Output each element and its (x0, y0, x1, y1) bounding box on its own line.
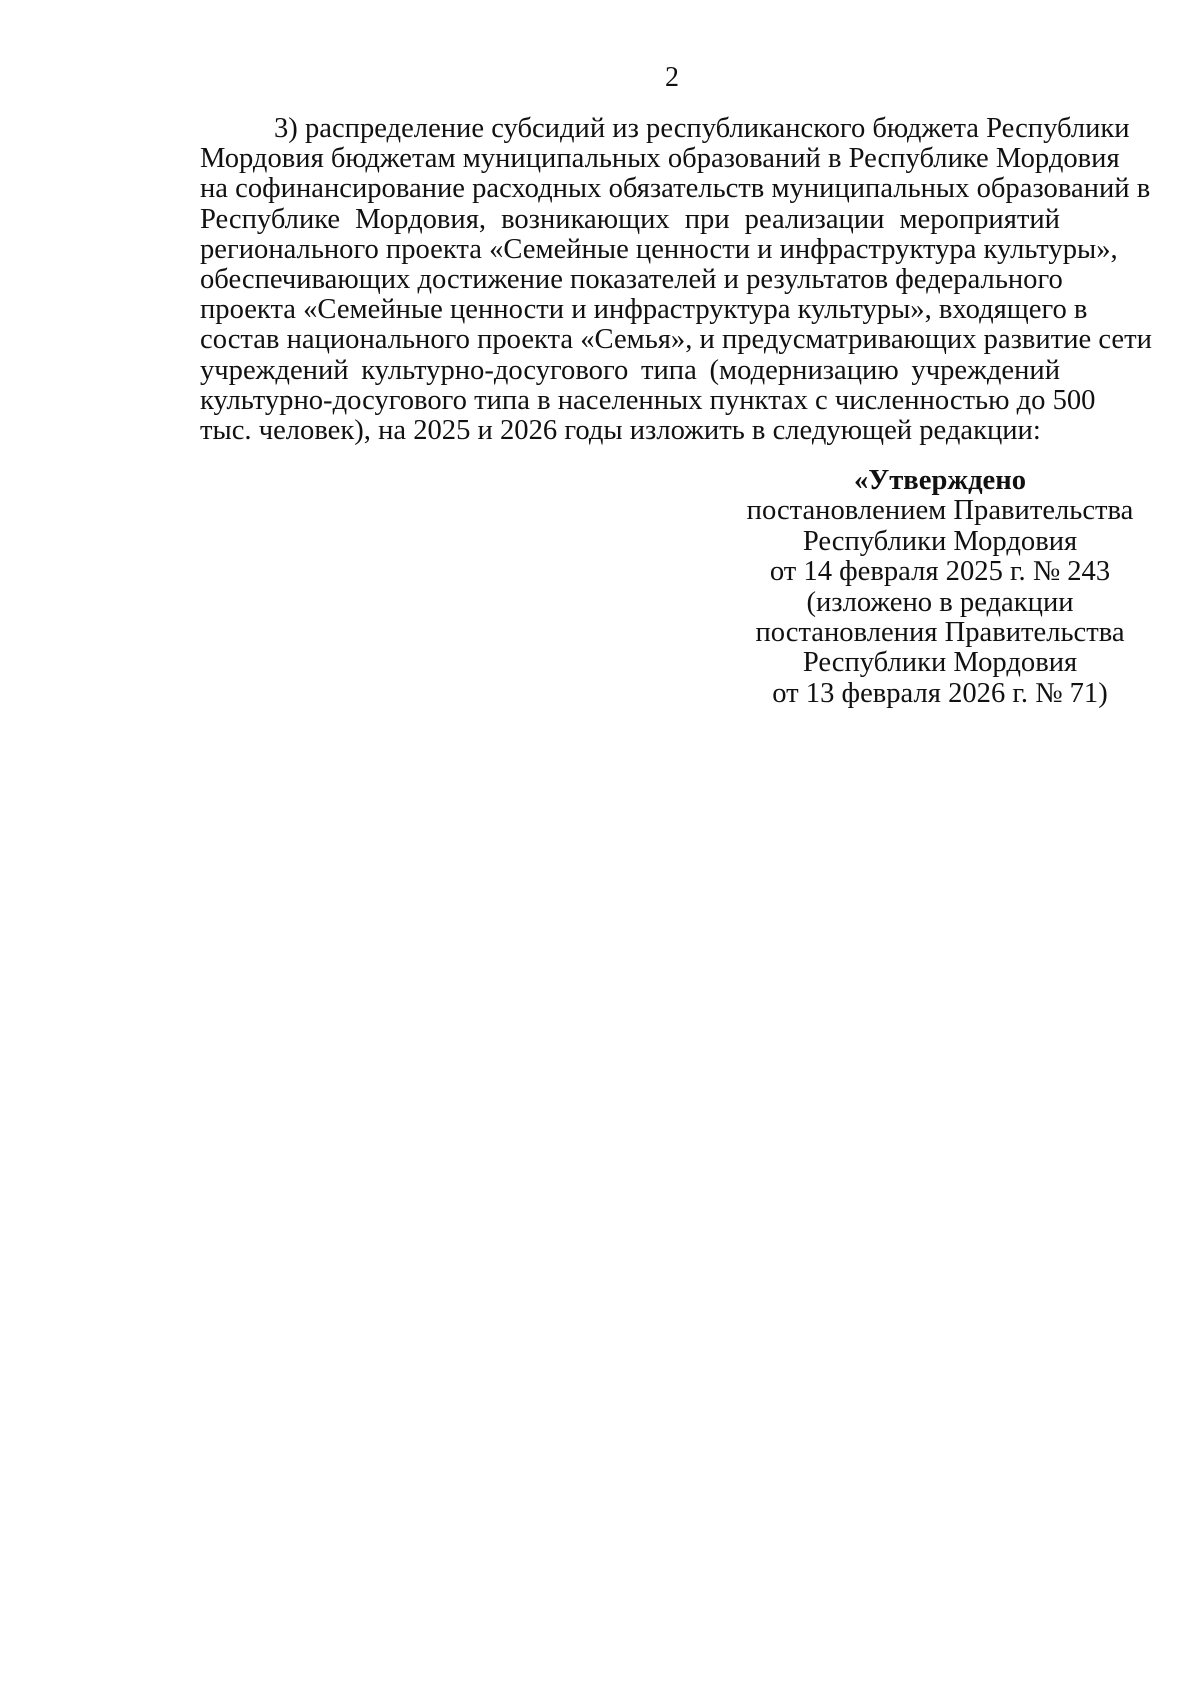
paragraph-line: проекта «Семейные ценности и инфраструктура культуры», входящего в (200, 294, 1088, 326)
paragraph-line: учреждений культурно-досугового типа (модернизацию учреждений (200, 354, 1060, 386)
approval-line: (изложено в редакции (806, 586, 1074, 618)
approval-line: от 14 февраля 2025 г. № 243 (769, 556, 1111, 588)
paragraph-line: культурно-досугового типа в населенных пунктах с численностью до 500 (200, 384, 1096, 416)
paragraph-line: обеспечивающих достижение показателей и результатов федерального (200, 264, 1063, 296)
paragraph-line: 3) распределение субсидий из республиканского бюджета Республики (274, 113, 1130, 144)
approval-line: Республики Мордовия (802, 525, 1078, 557)
main-paragraph (200, 113, 1152, 447)
approval-block (730, 466, 1150, 709)
page-number: 2 (665, 62, 679, 93)
paragraph-line: Мордовия бюджетам муниципальных образований в Республике Мордовия (200, 143, 1120, 175)
paragraph-line: регионального проекта «Семейные ценности и инфраструктура культуры», (200, 233, 1118, 265)
paragraph-line: на софинансирование расходных обязательств муниципальных образований в (200, 173, 1151, 205)
paragraph-line: состав национального проекта «Семья», и предусматривающих развитие сети (200, 324, 1152, 356)
approval-line: Республики Мордовия (802, 647, 1078, 679)
approval-line: от 13 февраля 2026 г. № 71) (772, 677, 1108, 709)
paragraph-line: Республике Мордовия, возникающих при реализации мероприятий (200, 203, 1060, 235)
approval-line: постановлением Правительства (746, 495, 1134, 527)
paragraph-line: тыс. человек), на 2025 и 2026 годы изложить в следующей редакции: (200, 415, 1041, 447)
approval-line: постановления Правительства (755, 617, 1125, 649)
approval-heading: «Утверждено (853, 465, 1027, 496)
